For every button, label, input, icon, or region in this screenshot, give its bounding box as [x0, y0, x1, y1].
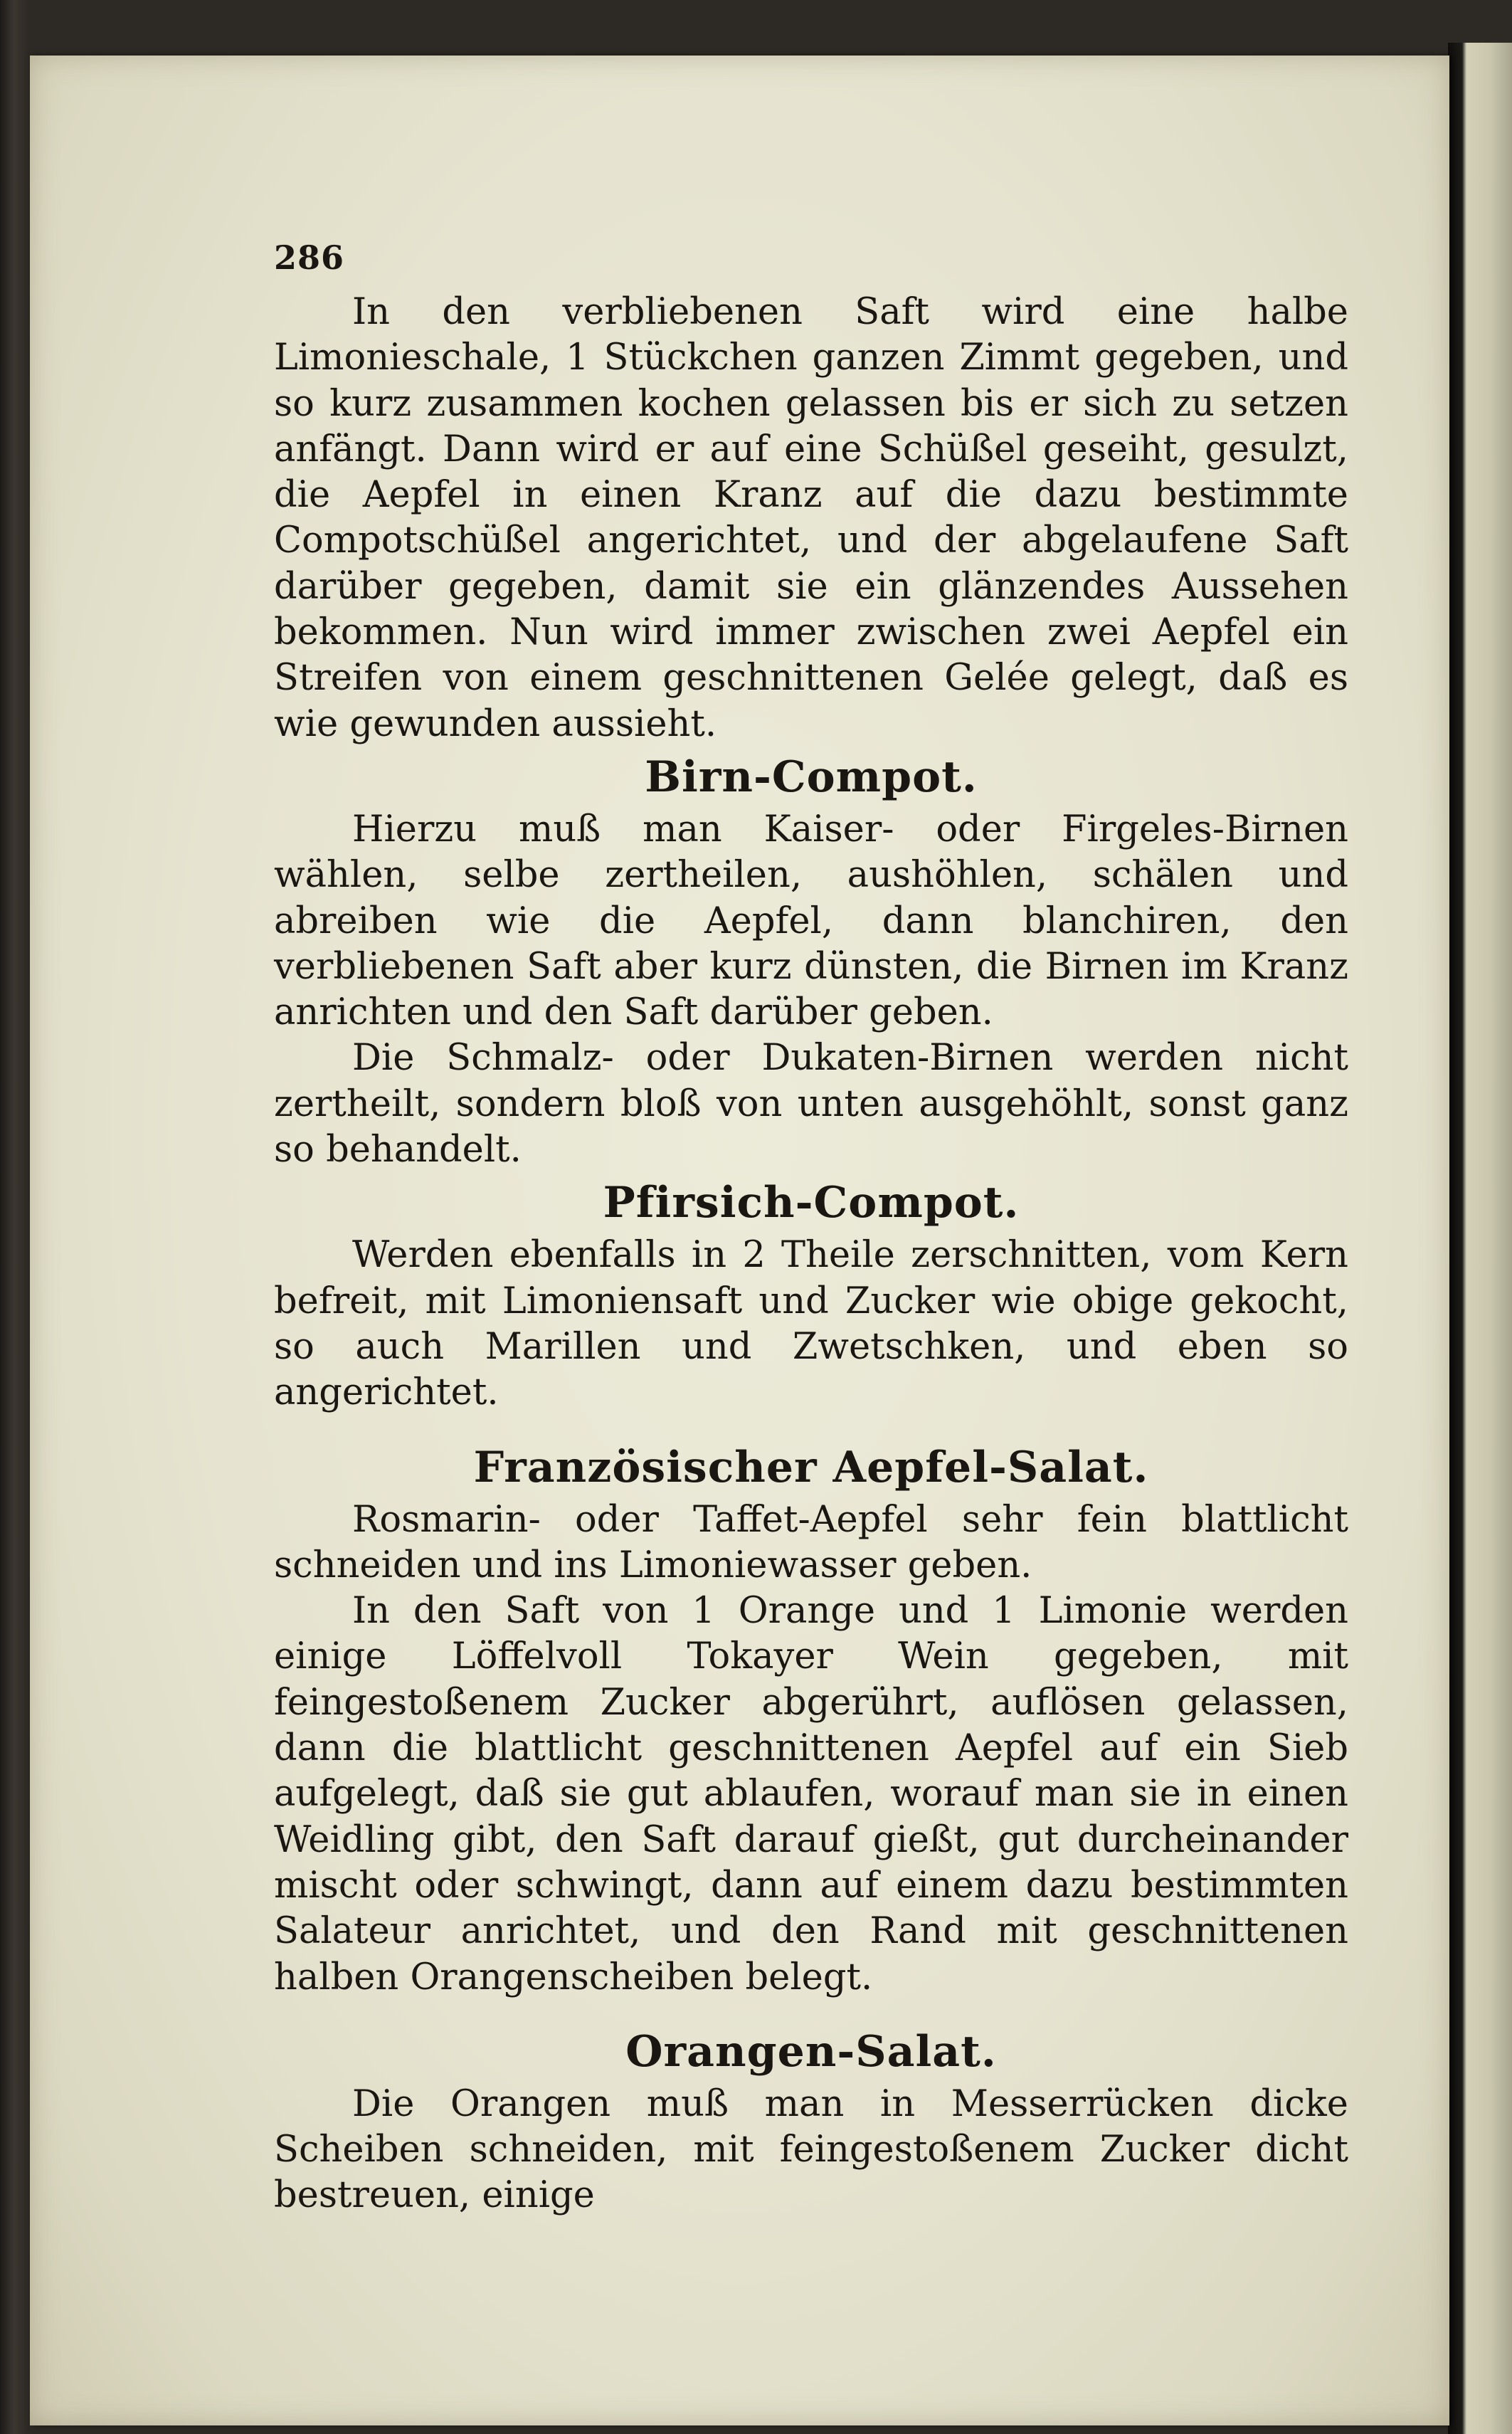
- paragraph-aepfel-salat-method: In den Saft von 1 Orange und 1 Limonie werden einige Löffelvoll Tokayer Wein gegeben, mit feingestoßenem Zucker abgerührt, auflösen gelassen, dann die blattlicht geschnittenen Aepfel auf ein Sieb aufgelegt, daß sie gut ablaufen, worauf man sie in einen Weidling gibt, den Saft darauf gießt, gut durcheinander mischt oder schwingt, dann auf einem dazu bestimmten Salateur anrichtet, und den Rand mit geschnittenen halben Orangenscheiben belegt.: [274, 1590, 1348, 1998]
- paragraph-orangen-salat: Die Orangen muß man in Messerrücken dicke Scheiben schneiden, mit feingestoßenem Zucker dicht bestreuen, einige: [274, 2082, 1348, 2217]
- paragraph-birn-compot: Hierzu muß man Kaiser- oder Firgeles-Birnen wählen, selbe zertheilen, aushöhlen, schälen und abreiben wie die Aepfel, dann blanchiren, den verbliebenen Saft aber kurz dünsten, die Birnen im Kranz anrichten und den Saft darüber geben.: [274, 808, 1348, 1034]
- heading-orangen-salat: Orangen-Salat.: [625, 2026, 997, 2077]
- page-number: 286: [274, 238, 345, 277]
- following-page-edge: [1448, 43, 1512, 2434]
- page-text: [274, 238, 1348, 2219]
- heading-pfirsich-compot: Pfirsich-Compot.: [603, 1178, 1020, 1228]
- paragraph-schmalz-birnen: Die Schmalz- oder Dukaten-Birnen werden nicht zertheilt, sondern bloß von unten ausgehöhlt, sonst ganz so behandelt.: [274, 1037, 1348, 1171]
- heading-aepfel-salat: Französischer Aepfel-Salat.: [473, 1442, 1149, 1492]
- paragraph-apple-compot-continued: In den verbliebenen Saft wird eine halbe Limonieschale, 1 Stückchen ganzen Zimmt gegeben, und so kurz zusammen kochen gelassen bis er sich zu setzen anfängt. Dann wird er auf eine Schüßel geseiht, gesulzt, die Aepfel in einen Kranz auf die dazu bestimmte Compotschüßel angerichtet, und der abgelaufene Saft darüber gegeben, damit sie ein glänzendes Aussehen bekommen. Nun wird immer zwischen zwei Aepfel ein Streifen von einem geschnittenen Gelée gelegt, daß es wie gewunden aussieht.: [274, 291, 1348, 745]
- paragraph-pfirsich-compot: Werden ebenfalls in 2 Theile zerschnitten, vom Kern befreit, mit Limoniensaft und Zucker wie obige gekocht, so auch Marillen und Zwetschken, und eben so angerichtet.: [274, 1234, 1348, 1414]
- paragraph-rosmarin-aepfel: Rosmarin- oder Taffet-Aepfel sehr fein blattlicht schneiden und ins Limoniewasser geben.: [274, 1498, 1348, 1586]
- heading-birn-compot: Birn-Compot.: [645, 752, 978, 802]
